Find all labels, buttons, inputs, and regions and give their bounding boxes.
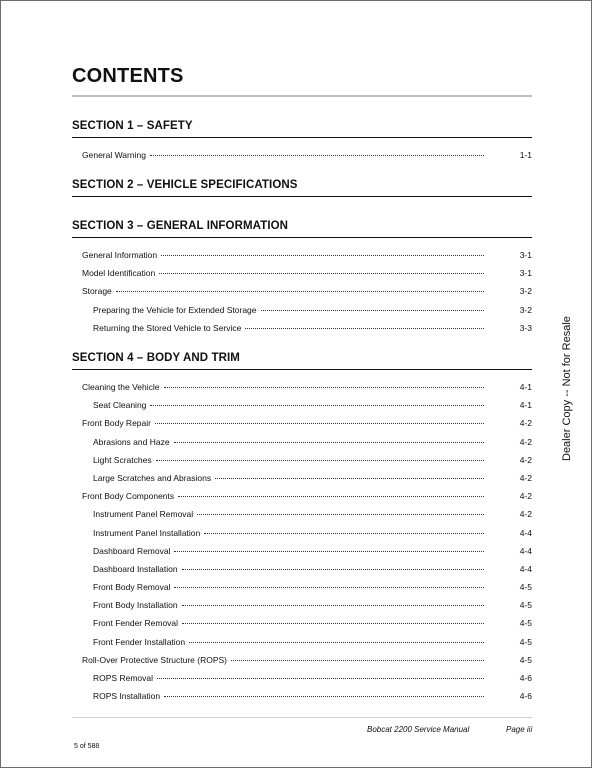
dot-leader <box>182 568 484 570</box>
toc-entry-label: Front Body Removal <box>93 582 171 593</box>
section-3 <box>72 220 532 337</box>
dot-leader <box>204 532 484 534</box>
toc-entry-label: Roll-Over Protective Structure (ROPS) <box>82 654 228 665</box>
toc-entry-label: Front Fender Installation <box>93 636 186 647</box>
toc-entry[interactable] <box>72 146 532 164</box>
dot-leader <box>215 477 484 479</box>
dot-leader <box>150 154 484 156</box>
toc-entry-label: Light Scratches <box>93 454 152 465</box>
dot-leader <box>182 604 484 606</box>
toc-entry-label: Front Body Installation <box>93 600 178 611</box>
dot-leader <box>164 386 484 388</box>
toc-entry[interactable] <box>72 651 532 669</box>
dot-leader <box>157 677 484 679</box>
footer-divider <box>72 717 532 718</box>
section-4 <box>72 352 532 705</box>
toc-entry[interactable] <box>72 614 532 632</box>
dot-leader <box>174 441 484 443</box>
toc-entry[interactable] <box>72 319 532 337</box>
toc-entry-label: Abrasions and Haze <box>93 436 170 447</box>
toc-entry-page: 4-4 <box>519 545 532 556</box>
toc-entry[interactable] <box>72 578 532 596</box>
toc-entry[interactable] <box>72 505 532 523</box>
toc-entry-page: 3-2 <box>519 304 532 315</box>
title-divider <box>72 95 532 97</box>
toc-entry-label: Front Fender Removal <box>93 618 179 629</box>
dot-leader <box>231 659 484 661</box>
toc-entry-page: 4-1 <box>519 382 532 392</box>
toc-entry-page: 4-5 <box>519 600 532 611</box>
toc-entry-page: 4-5 <box>519 636 532 647</box>
toc-entry[interactable] <box>72 487 532 505</box>
toc-entry[interactable] <box>72 246 532 264</box>
dot-leader <box>155 422 484 424</box>
toc-entry-page: 4-5 <box>519 618 532 629</box>
toc-entry[interactable] <box>72 414 532 432</box>
toc-entry-label: Model Identification <box>82 268 156 279</box>
toc-entry-page: 4-6 <box>519 673 532 683</box>
toc-entry-page: 4-4 <box>519 563 532 574</box>
dot-leader <box>161 254 484 256</box>
pdf-page-count: 5 of 588 <box>74 743 100 750</box>
toc-entry-page: 4-1 <box>519 400 532 411</box>
toc-entry-page: 4-5 <box>519 582 532 593</box>
toc-entry-page: 4-2 <box>519 509 532 520</box>
toc-entry[interactable] <box>72 378 532 396</box>
section-1 <box>72 120 532 164</box>
toc-entry-page: 4-2 <box>519 491 532 502</box>
dot-leader <box>182 622 484 624</box>
footer-manual-title: Bobcat 2200 Service Manual <box>367 725 470 734</box>
toc-entry[interactable] <box>72 542 532 560</box>
toc-entry-page: 4-2 <box>519 472 532 483</box>
toc-entry[interactable] <box>72 301 532 319</box>
toc-entry-page: 4-2 <box>519 418 532 429</box>
dot-leader <box>261 309 485 311</box>
toc-entry[interactable] <box>72 687 532 705</box>
toc-entry[interactable] <box>72 669 532 687</box>
dot-leader <box>245 327 484 329</box>
toc-entry[interactable] <box>72 282 532 300</box>
toc-entry[interactable] <box>72 264 532 282</box>
toc-entry-label: Front Body Repair <box>82 418 151 429</box>
watermark: Dealer Copy -- Not for Resale <box>561 316 573 461</box>
toc-entry-label: Storage <box>82 286 112 297</box>
toc-entry-page: 4-2 <box>519 454 532 465</box>
toc-entry-page: 4-6 <box>519 691 532 702</box>
toc-entry-page: 3-1 <box>519 250 532 260</box>
toc-entry-label: General Warning <box>82 150 146 160</box>
dot-leader <box>174 550 484 552</box>
dot-leader <box>150 404 484 406</box>
toc-entry-label: Dashboard Removal <box>93 545 171 556</box>
section-entries <box>72 146 532 164</box>
footer-page-number: Page iii <box>506 725 533 734</box>
section-entries <box>72 378 532 705</box>
dot-leader <box>174 586 484 588</box>
toc-entry-page: 3-1 <box>519 268 532 279</box>
dot-leader <box>197 513 484 515</box>
dot-leader <box>159 272 484 274</box>
dot-leader <box>116 290 484 292</box>
section-entries <box>72 246 532 337</box>
section-heading: SECTION 2 – VEHICLE SPECIFICATIONS <box>72 179 532 197</box>
section-2 <box>72 179 532 197</box>
toc-entry-label: Front Body Components <box>82 491 175 502</box>
page-title: CONTENTS <box>72 65 184 87</box>
toc-entry-label: Dashboard Installation <box>93 563 178 574</box>
toc-entry[interactable] <box>72 433 532 451</box>
toc-entry-page: 4-4 <box>519 527 532 538</box>
toc-entry-page: 1-1 <box>519 150 532 160</box>
section-heading: SECTION 1 – SAFETY <box>72 120 532 138</box>
toc-entry[interactable] <box>72 524 532 542</box>
toc-entry-page: 3-3 <box>519 322 532 333</box>
toc-entry-label: Large Scratches and Abrasions <box>93 472 212 483</box>
toc-entry-page: 4-2 <box>519 436 532 447</box>
dot-leader <box>189 641 484 643</box>
toc-entry-label: ROPS Removal <box>93 673 153 683</box>
toc-entry-label: Instrument Panel Removal <box>93 509 194 520</box>
dot-leader <box>164 695 484 697</box>
toc-entry[interactable] <box>72 560 532 578</box>
toc-entry-label: Returning the Stored Vehicle to Service <box>93 322 242 333</box>
dot-leader <box>156 459 484 461</box>
toc-entry-label: Seat Cleaning <box>93 400 147 411</box>
toc-entry[interactable] <box>72 451 532 469</box>
section-heading: SECTION 3 – GENERAL INFORMATION <box>72 220 532 238</box>
section-heading: SECTION 4 – BODY AND TRIM <box>72 352 532 370</box>
toc-entry[interactable] <box>72 469 532 487</box>
toc-entry-label: General Information <box>82 250 158 260</box>
toc-entry[interactable] <box>72 396 532 414</box>
toc-entry-label: Instrument Panel Installation <box>93 527 201 538</box>
toc-entry-label: Preparing the Vehicle for Extended Storage <box>93 304 257 315</box>
toc-entry-label: ROPS Installation <box>93 691 161 702</box>
dot-leader <box>178 495 484 497</box>
toc-entry[interactable] <box>72 596 532 614</box>
toc-entry-label: Cleaning the Vehicle <box>82 382 160 392</box>
toc-entry[interactable] <box>72 633 532 651</box>
toc-entry-page: 3-2 <box>519 286 532 297</box>
toc-entry-page: 4-5 <box>519 654 532 665</box>
